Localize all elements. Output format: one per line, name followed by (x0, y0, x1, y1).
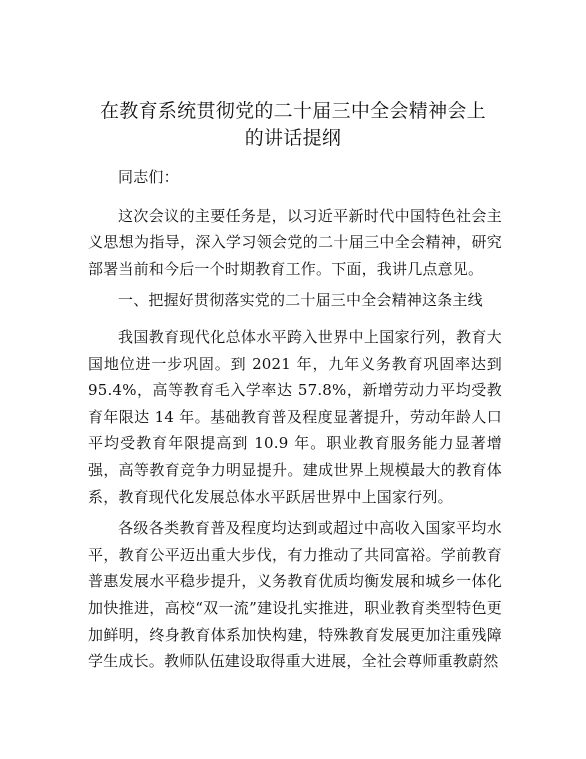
paragraph-intro: 这次会议的主要任务是，以习近平新时代中国特色社会主义思想为指导，深入学习领会党的二十届三中全会精神，研究部署当前和今后一个时期教育工作。下面，我讲几点意见。 (88, 206, 502, 278)
greeting: 同志们： (118, 168, 179, 186)
paragraph-achievements: 我国教育现代化总体水平跨入世界中上国家行列，教育大国地位进一步巩固。到 2021 年，九年义务教育巩固率达到 95.4%，高等教育毛入学率达 57.8%，新增劳动力平均受教育年限达 14 年。基础教育普及程度显著提升，劳动年龄人口平均受教育年限提高到 10.9 年。职业教育服务能力显著增强，高等教育竞争力明显提升。建成世界上规模最大的教育体系，教育现代化发展总体水平跃居世界中上国家行列。 (88, 327, 502, 506)
title-line-1: 在教育系统贯彻党的二十届三中全会精神会上 (99, 100, 486, 122)
document-body (88, 164, 502, 680)
section-heading: 一、把握好贯彻落实党的二十届三中全会精神这条主线 (118, 291, 483, 310)
title-line-2: 的讲话提纲 (244, 127, 342, 149)
paragraph-education-levels: 各级各类教育普及程度均达到或超过中高收入国家平均水平，教育公平迈出重大步伐，有力推动了共同富裕。学前教育普惠发展水平稳步提升，义务教育优质均衡发展和城乡一体化加快推进，高校“双一流”建设扎实推进，职业教育类型特色更加鲜明，终身教育体系加快构建，特殊教育发展更加注重残障学生成长。教师队伍建设取得重大进展，全社会尊师重教蔚然 (88, 519, 502, 671)
document-title (60, 98, 526, 152)
